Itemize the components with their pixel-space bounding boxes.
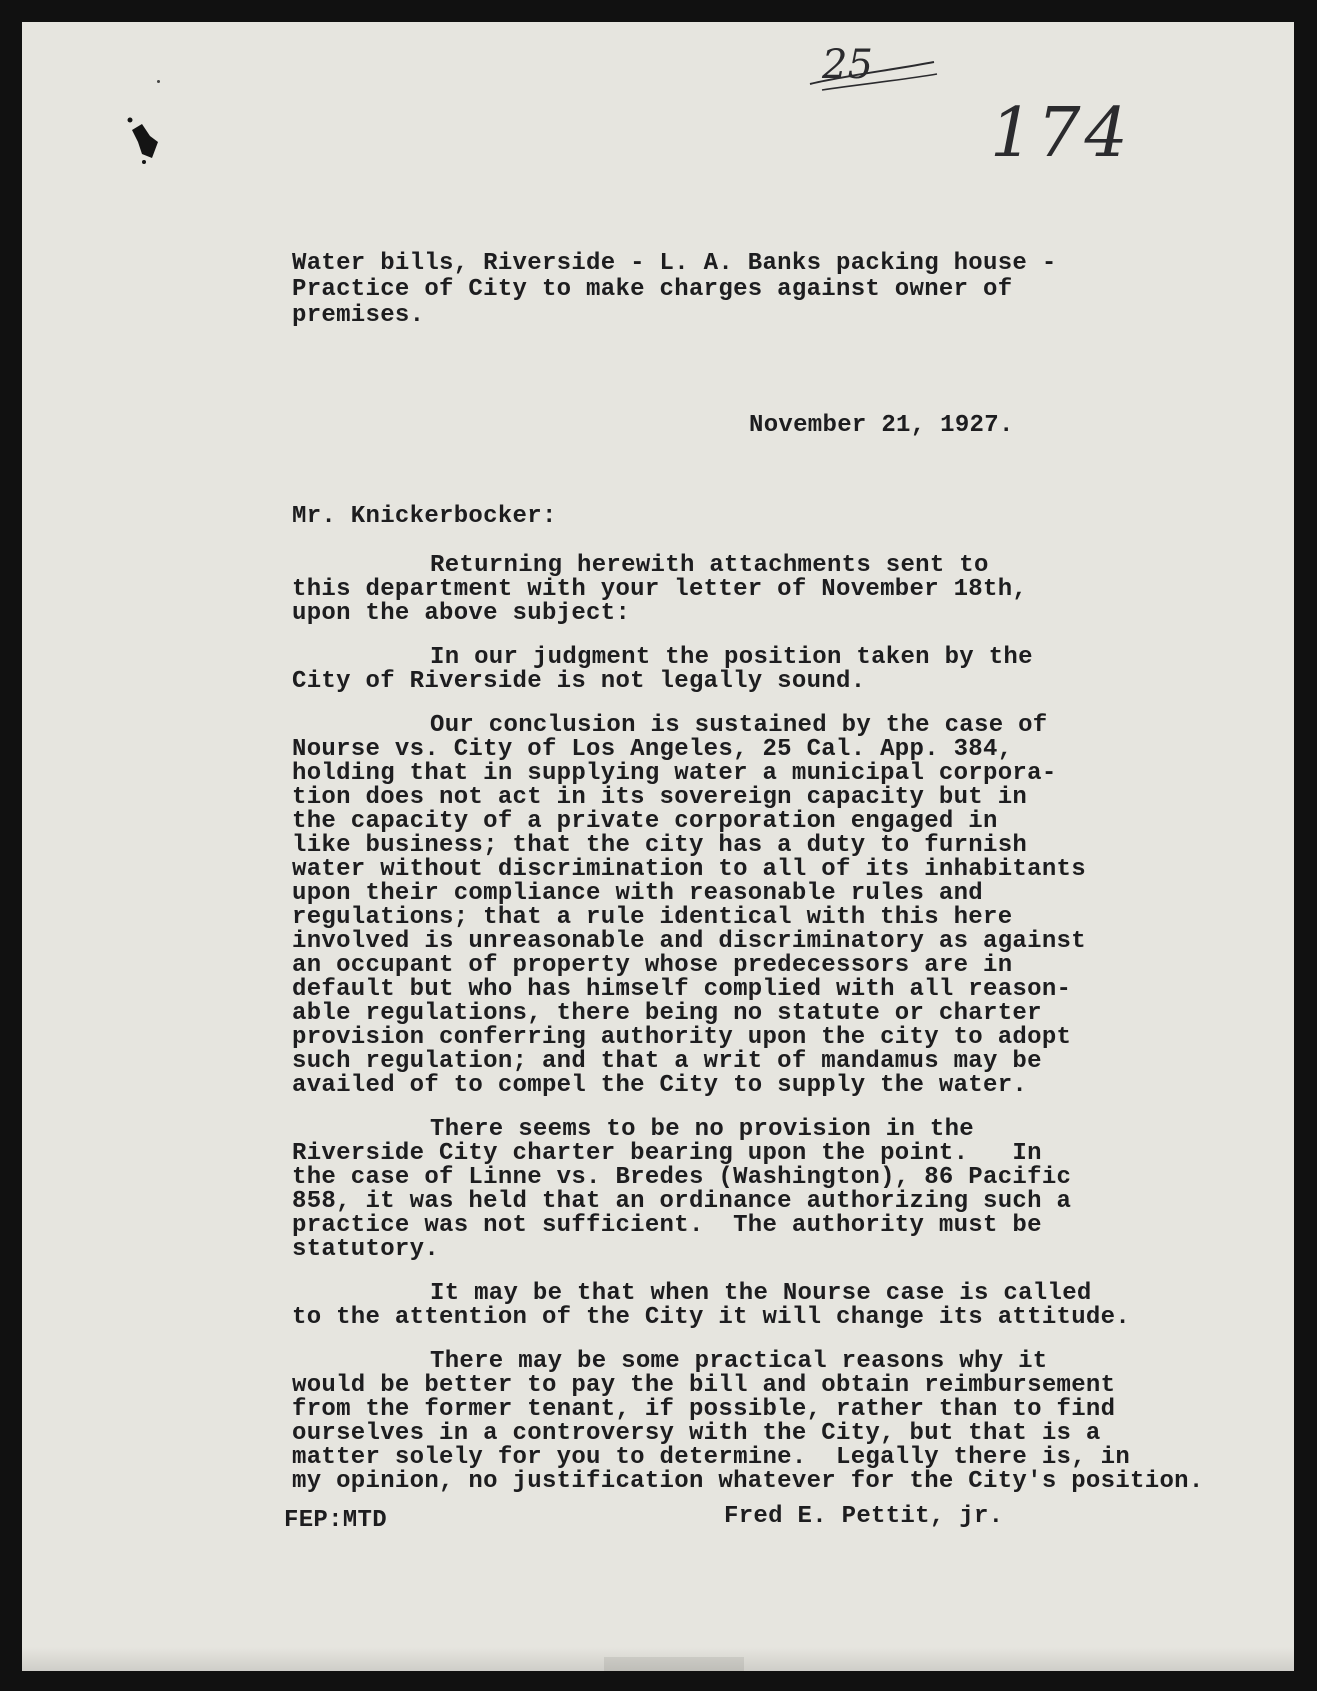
paragraph-line: the case of Linne vs. Bredes (Washington), 86 Pacific [292, 1164, 1072, 1191]
paragraph-line: from the former tenant, if possible, rather than to find [292, 1396, 1116, 1423]
paragraph-line: matter solely for you to determine. Legally there is, in [292, 1444, 1131, 1471]
paragraph-line: such regulation; and that a writ of mandamus may be [292, 1048, 1042, 1075]
signature-name: Fred E. Pettit, jr. [724, 1503, 1004, 1530]
paragraph-line: upon their compliance with reasonable rules and [292, 880, 984, 907]
page-number: 174 [990, 94, 1132, 173]
paragraph-line: my opinion, no justification whatever for the City's position. [292, 1468, 1204, 1495]
document-page [22, 22, 1294, 1671]
typist-initials: FEP:MTD [284, 1507, 387, 1534]
paragraph-line: would be better to pay the bill and obtain reimbursement [292, 1372, 1116, 1399]
paragraph-line: City of Riverside is not legally sound. [292, 668, 866, 695]
paragraph-line: provision conferring authority upon the city to adopt [292, 1024, 1072, 1051]
paragraph-line: practice was not sufficient. The authority must be [292, 1212, 1042, 1239]
page-dot [157, 80, 160, 83]
salutation: Mr. Knickerbocker: [292, 503, 557, 530]
paragraph-line: It may be that when the Nourse case is called [430, 1280, 1092, 1307]
paragraph-line: In our judgment the position taken by the [430, 644, 1033, 671]
paragraph-line: There seems to be no provision in the [430, 1116, 974, 1143]
ink-blot [120, 102, 180, 172]
paragraph-line: statutory. [292, 1236, 440, 1263]
paragraph-line: ourselves in a controversy with the City, but that is a [292, 1420, 1101, 1447]
letter-date: November 21, 1927. [749, 412, 1014, 439]
paragraph-line: involved is unreasonable and discriminatory as against [292, 928, 1086, 955]
subject-line: Water bills, Riverside - L. A. Banks packing house - [292, 250, 1057, 277]
paragraph-line: Riverside City charter bearing upon the point. In [292, 1140, 1042, 1167]
paragraph-line: Our conclusion is sustained by the case of [430, 712, 1048, 739]
paragraph-line: to the attention of the City it will change its attitude. [292, 1304, 1131, 1331]
paragraph-line: regulations; that a rule identical with this here [292, 904, 1013, 931]
paragraph-line: holding that in supplying water a municipal corpora- [292, 760, 1057, 787]
struck-page-number: 25 [822, 42, 873, 88]
paragraph-line: There may be some practical reasons why it [430, 1348, 1048, 1375]
subject-line: Practice of City to make charges against owner of [292, 276, 1013, 303]
paragraph-line: an occupant of property whose predecessors are in [292, 952, 1013, 979]
paragraph-line: able regulations, there being no statute or charter [292, 1000, 1042, 1027]
paragraph-line: tion does not act in its sovereign capacity but in [292, 784, 1028, 811]
page-edge-shadow [22, 1647, 1294, 1671]
strikethrough-mark [802, 40, 942, 100]
subject-line: premises. [292, 302, 425, 329]
paragraph-line: like business; that the city has a duty to furnish [292, 832, 1028, 859]
paragraph-line: Returning herewith attachments sent to [430, 552, 989, 579]
paragraph-line: availed of to compel the City to supply the water. [292, 1072, 1028, 1099]
paragraph-line: upon the above subject: [292, 600, 631, 627]
paragraph-line: water without discrimination to all of its inhabitants [292, 856, 1086, 883]
paragraph-line: this department with your letter of November 18th, [292, 576, 1028, 603]
paragraph-line: Nourse vs. City of Los Angeles, 25 Cal. App. 384, [292, 736, 1013, 763]
paragraph-line: default but who has himself complied with all reason- [292, 976, 1072, 1003]
paragraph-line: the capacity of a private corporation engaged in [292, 808, 998, 835]
paragraph-line: 858, it was held that an ordinance authorizing such a [292, 1188, 1072, 1215]
